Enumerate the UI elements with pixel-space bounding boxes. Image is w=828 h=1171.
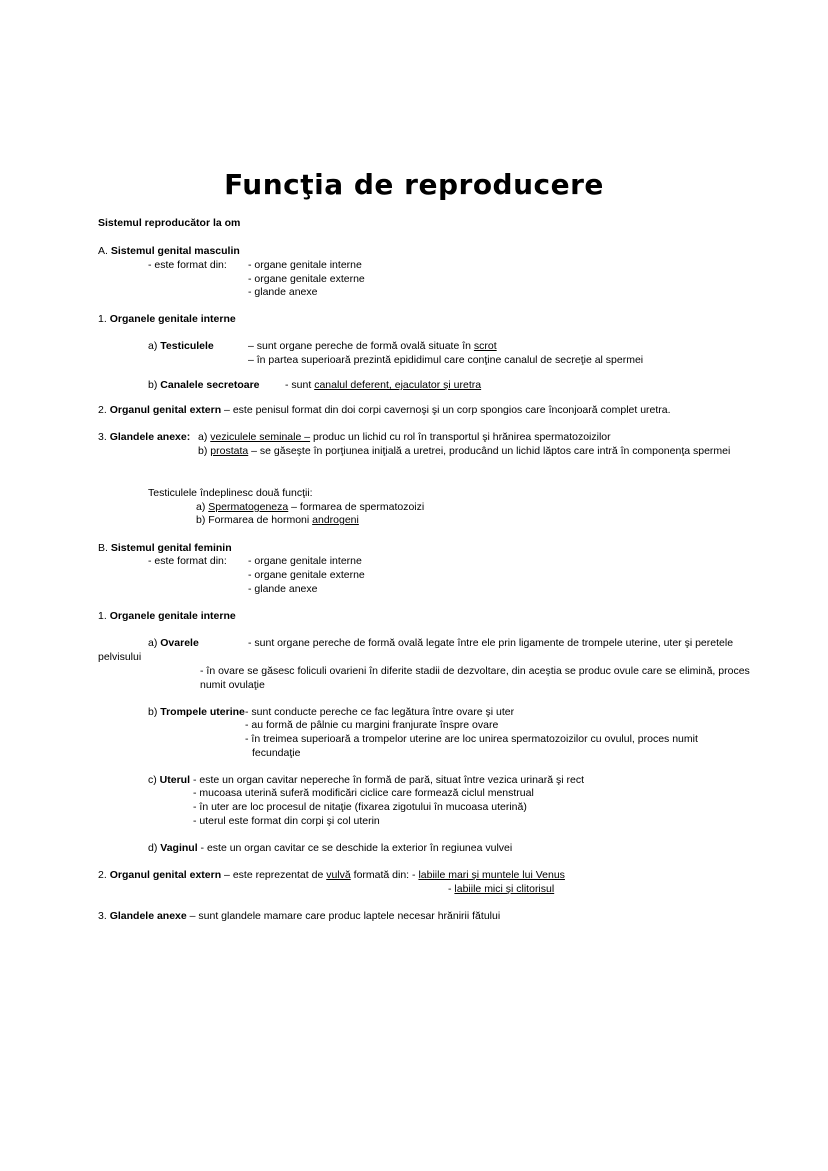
text-chunk xyxy=(248,258,362,272)
text-chunk xyxy=(248,568,365,582)
text-chunk xyxy=(98,312,236,326)
text-run: Uterul xyxy=(159,774,191,786)
text-run: - sunt xyxy=(285,379,315,391)
text-chunk xyxy=(196,500,424,514)
text-run: A. xyxy=(98,245,111,257)
text-run: b) xyxy=(148,706,161,718)
text-run: prostata xyxy=(210,445,249,457)
text-run: - în uter are loc procesul de nitaţie (fixarea zigotului în mucoasa uterină) xyxy=(193,801,527,813)
text-run: Sistemul genital feminin xyxy=(110,542,232,554)
text-run: Sistemul genital masculin xyxy=(110,245,240,257)
text-run: labiile mari şi muntele lui Venus xyxy=(418,869,565,881)
text-chunk xyxy=(245,718,498,732)
text-run: Testiculele xyxy=(160,340,214,352)
text-chunk xyxy=(193,800,527,814)
text-chunk xyxy=(148,636,199,650)
text-chunk xyxy=(248,554,362,568)
text-run: Sistemul reproducător la om xyxy=(98,217,241,229)
text-line xyxy=(0,732,828,746)
text-line xyxy=(0,378,828,392)
text-chunk xyxy=(148,258,227,272)
text-run: - este format din: xyxy=(148,259,227,271)
text-run: scrot xyxy=(473,340,497,352)
text-chunk xyxy=(98,909,500,923)
text-run: - sunt conducte pereche ce fac legătura între ovare şi uter xyxy=(245,706,515,718)
text-chunk xyxy=(448,882,554,896)
text-line xyxy=(0,636,828,650)
text-run: veziculele seminale – xyxy=(210,431,311,443)
text-run: 2. xyxy=(98,404,110,416)
text-run: numit ovulaţie xyxy=(200,679,265,691)
text-run: - mucoasa uterină suferă modificări ciclice care formează ciclul menstrual xyxy=(193,787,534,799)
text-chunk xyxy=(148,554,227,568)
text-line xyxy=(0,582,828,596)
text-run: - xyxy=(448,883,455,895)
text-chunk xyxy=(200,678,265,692)
text-run: Organele genitale interne xyxy=(109,610,236,622)
text-run: Trompele uterine xyxy=(160,706,245,718)
text-chunk xyxy=(98,609,236,623)
text-run: Spermatogeneza xyxy=(208,501,289,513)
text-run: - este un organ cavitar ce se deschide la exterior în regiunea vulvei xyxy=(197,842,513,854)
text-chunk xyxy=(248,285,317,299)
text-chunk xyxy=(285,378,481,392)
text-chunk xyxy=(148,339,214,353)
text-chunk xyxy=(200,664,750,678)
text-run: - glande anexe xyxy=(248,583,318,595)
text-line xyxy=(0,258,828,272)
text-run: - au formă de pâlnie cu margini franjurate înspre ovare xyxy=(245,719,499,731)
text-chunk xyxy=(98,650,141,664)
text-chunk xyxy=(98,868,565,882)
text-run: a) xyxy=(196,501,209,513)
text-chunk xyxy=(148,486,313,500)
text-run: B. xyxy=(98,542,111,554)
text-run: Organul genital extern xyxy=(109,869,222,881)
text-run: b) Formarea de hormoni xyxy=(196,514,313,526)
text-chunk xyxy=(148,378,260,392)
text-run: - organe genitale interne xyxy=(248,259,362,271)
text-run: vulvă xyxy=(326,869,351,881)
text-run: produc un lichid cu rol în transportul şi hrănirea spermatozoizilor xyxy=(310,431,611,443)
text-line xyxy=(0,339,828,353)
text-chunk xyxy=(148,705,245,719)
text-run: Ovarele xyxy=(160,637,199,649)
text-chunk xyxy=(98,216,240,230)
text-run: Vaginul xyxy=(160,842,198,854)
text-chunk xyxy=(193,814,380,828)
text-chunk xyxy=(98,541,232,555)
text-line xyxy=(0,513,828,527)
text-run: Glandele anexe: xyxy=(109,431,191,443)
text-line xyxy=(0,678,828,692)
text-run: – sunt organe pereche de formă ovală situate în xyxy=(248,340,474,352)
text-line xyxy=(0,568,828,582)
text-line xyxy=(0,430,828,444)
text-run: d) xyxy=(148,842,161,854)
text-run: 2. xyxy=(98,869,110,881)
text-run: a) xyxy=(198,431,211,443)
text-run: – sunt glandele mamare care produc laptele necesar hrănirii fătului xyxy=(186,910,501,922)
text-run: - în ovare se găsesc foliculi ovarieni în diferite stadii de dezvoltare, din aceştia se produc ovule care se elimină, proces xyxy=(200,665,750,677)
text-chunk xyxy=(193,773,584,787)
text-run: labiile mici şi clitorisul xyxy=(454,883,555,895)
text-line xyxy=(0,609,828,623)
text-chunk xyxy=(248,582,317,596)
text-run: Organul genital extern xyxy=(109,404,222,416)
text-line xyxy=(0,650,828,664)
text-line xyxy=(0,664,828,678)
text-run: 3. xyxy=(98,910,110,922)
text-chunk xyxy=(198,430,611,444)
text-run: - sunt organe pereche de formă ovală legate între ele prin ligamente de trompele uterine, uter şi peretele xyxy=(248,637,734,649)
text-line xyxy=(0,841,828,855)
text-run: Organele genitale interne xyxy=(109,313,236,325)
text-chunk xyxy=(248,353,643,367)
text-chunk xyxy=(248,636,733,650)
text-chunk xyxy=(148,841,512,855)
text-line xyxy=(0,786,828,800)
text-run: androgeni xyxy=(312,514,359,526)
text-chunk xyxy=(98,403,671,417)
text-run: – se găseşte în porţiunea iniţială a uretrei, producând un lichid lăptos care intră în componenţa spermei xyxy=(248,445,731,457)
text-run: Canalele secretoare xyxy=(160,379,260,391)
text-run: canalul deferent, ejaculator şi uretra xyxy=(314,379,482,391)
text-line xyxy=(0,909,828,923)
text-chunk xyxy=(245,705,514,719)
text-chunk xyxy=(252,746,300,760)
text-line xyxy=(0,353,828,367)
text-run: - uterul este format din corpi şi col uterin xyxy=(193,815,380,827)
text-chunk xyxy=(196,513,359,527)
page-title: Funcţia de reproducere xyxy=(224,168,604,201)
text-chunk xyxy=(98,244,240,258)
text-run: 1. xyxy=(98,313,110,325)
text-run: fecundaţie xyxy=(252,747,301,759)
text-line xyxy=(0,486,828,500)
text-run: - organe genitale interne xyxy=(248,555,362,567)
text-line xyxy=(0,285,828,299)
text-chunk xyxy=(98,430,190,444)
text-line xyxy=(0,814,828,828)
text-run: – este penisul format din doi corpi cavernoşi şi un corp spongios care înconjoară complet uretra. xyxy=(221,404,671,416)
text-line xyxy=(0,718,828,732)
text-line xyxy=(0,216,828,230)
text-line xyxy=(0,500,828,514)
text-line xyxy=(0,882,828,896)
text-chunk xyxy=(198,444,730,458)
text-run: a) xyxy=(148,340,161,352)
text-chunk xyxy=(248,339,497,353)
text-run: - organe genitale externe xyxy=(248,273,365,285)
text-line xyxy=(0,868,828,882)
text-run: 1. xyxy=(98,610,110,622)
text-run: a) xyxy=(148,637,161,649)
text-run: formată din: - xyxy=(350,869,419,881)
text-run: c) xyxy=(148,774,160,786)
text-line xyxy=(0,312,828,326)
text-line xyxy=(0,444,828,458)
text-run: – în partea superioară prezintă epididimul care conţine canalul de secreţie al spermei xyxy=(248,354,644,366)
text-run: Glandele anexe xyxy=(109,910,187,922)
text-line xyxy=(0,403,828,417)
text-line xyxy=(0,746,828,760)
text-chunk xyxy=(245,732,698,746)
text-run: - este format din: xyxy=(148,555,227,567)
text-run: b) xyxy=(198,445,211,457)
text-chunk xyxy=(248,272,365,286)
text-line xyxy=(0,554,828,568)
text-line xyxy=(0,272,828,286)
text-run: Testiculele îndeplinesc două funcţii: xyxy=(148,487,313,499)
text-run: - în treimea superioară a trompelor uterine are loc unirea spermatozoizilor cu ovulul, proces numit xyxy=(245,733,698,745)
text-line xyxy=(0,705,828,719)
text-run: 3. xyxy=(98,431,110,443)
text-line xyxy=(0,800,828,814)
text-chunk xyxy=(193,786,534,800)
text-run: – este reprezentat de xyxy=(221,869,327,881)
text-chunk xyxy=(148,773,190,787)
text-run: – formarea de spermatozoizi xyxy=(288,501,425,513)
text-run: pelvisului xyxy=(98,651,142,663)
text-run: b) xyxy=(148,379,161,391)
text-run: - glande anexe xyxy=(248,286,318,298)
text-run: - organe genitale externe xyxy=(248,569,365,581)
text-line xyxy=(0,244,828,258)
text-line xyxy=(0,773,828,787)
text-run: - este un organ cavitar nepereche în formă de pară, situat între vezica urinară şi rect xyxy=(193,774,585,786)
text-line xyxy=(0,541,828,555)
